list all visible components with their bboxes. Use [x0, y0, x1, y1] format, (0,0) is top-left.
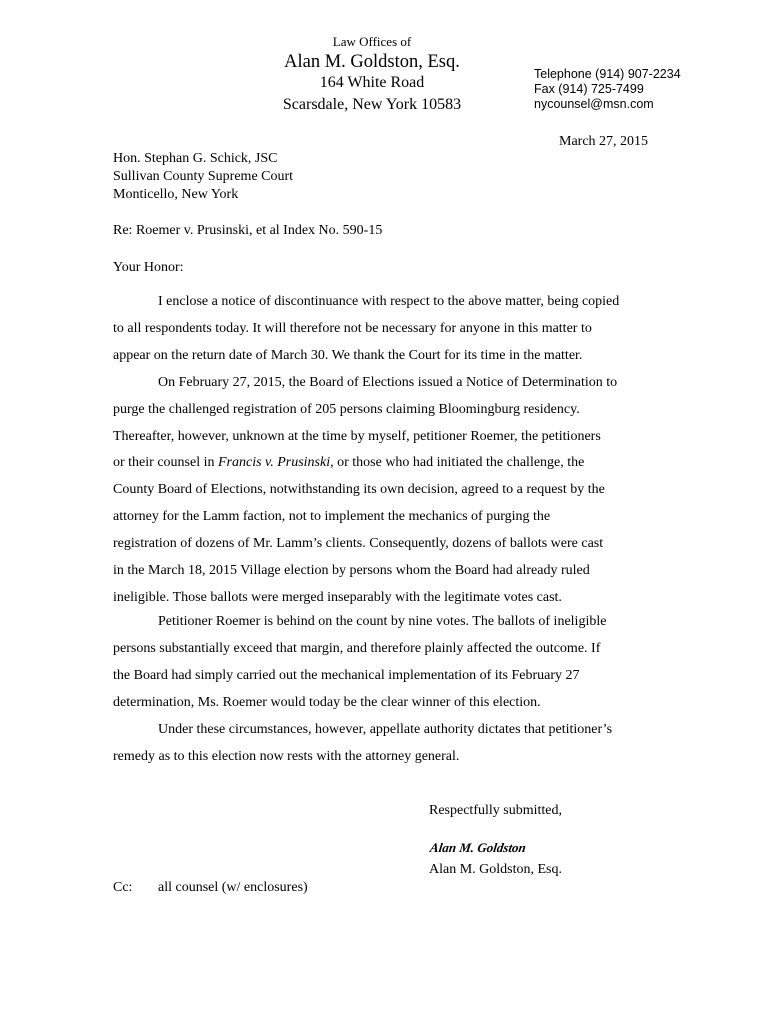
body-line: remedy as to this election now rests with the attorney general.: [113, 749, 460, 764]
body-line: persons substantially exceed that margin, and therefore plainly affected the outcome. If: [113, 641, 601, 656]
body-line: purge the challenged registration of 205 persons claiming Bloomingburg residency.: [113, 402, 580, 417]
body-line: appear on the return date of March 30. We thank the Court for its time in the matter.: [113, 348, 583, 363]
body-line: Under these circumstances, however, appellate authority dictates that petitioner’s: [158, 722, 613, 737]
cc-recipients: all counsel (w/ enclosures): [158, 880, 308, 895]
re-line: Re: Roemer v. Prusinski, et al Index No. 590-15: [113, 223, 383, 238]
firm-email: nycounsel@msn.com: [534, 97, 654, 111]
firm-fax: Fax (914) 725-7499: [534, 82, 644, 96]
letterhead-prefix: Law Offices of: [332, 34, 412, 49]
firm-street-address: 164 White Road: [319, 74, 425, 91]
body-line: I enclose a notice of discontinuance with respect to the above matter, being copied: [158, 294, 620, 309]
recipient-court: Sullivan County Supreme Court: [113, 169, 294, 184]
firm-name: Alan M. Goldston, Esq.: [284, 52, 460, 72]
salutation: Your Honor:: [113, 260, 184, 275]
cc-label: Cc:: [113, 880, 133, 895]
signature-image: Alan M. Goldston: [429, 840, 527, 855]
body-line: to all respondents today. It will therefore not be necessary for anyone in this matter to: [113, 321, 592, 336]
case-name: Francis v. Prusinski: [217, 455, 331, 470]
body-line: Thereafter, however, unknown at the time by myself, petitioner Roemer, the petitioners: [113, 429, 601, 444]
body-line: registration of dozens of Mr. Lamm’s clients. Consequently, dozens of ballots were cast: [113, 536, 604, 551]
body-line: the Board had simply carried out the mechanical implementation of its February 27: [113, 668, 580, 683]
firm-city-state-zip: Scarsdale, New York 10583: [282, 96, 462, 113]
body-line: [113, 455, 584, 471]
body-line: Petitioner Roemer is behind on the count by nine votes. The ballots of ineligible: [158, 614, 607, 629]
body-line: On February 27, 2015, the Board of Elections issued a Notice of Determination to: [158, 375, 618, 390]
body-line: County Board of Elections, notwithstanding its own decision, agreed to a request by the: [113, 482, 605, 497]
body-line: in the March 18, 2015 Village election by persons whom the Board had already ruled: [113, 563, 590, 578]
letter-date: March 27, 2015: [559, 134, 649, 149]
body-line: ineligible. Those ballots were merged inseparably with the legitimate votes cast.: [113, 590, 562, 605]
recipient-location: Monticello, New York: [113, 187, 239, 202]
signer-name: Alan M. Goldston, Esq.: [429, 862, 562, 877]
recipient-name: Hon. Stephan G. Schick, JSC: [113, 151, 278, 166]
body-line: attorney for the Lamm faction, not to implement the mechanics of purging the: [113, 509, 551, 524]
firm-telephone: Telephone (914) 907-2234: [534, 67, 681, 81]
body-text: or their counsel in: [113, 455, 218, 470]
body-text: , or those who had initiated the challenge, the: [330, 455, 585, 470]
body-line: determination, Ms. Roemer would today be the clear winner of this election.: [113, 695, 541, 710]
closing: Respectfully submitted,: [429, 803, 562, 818]
